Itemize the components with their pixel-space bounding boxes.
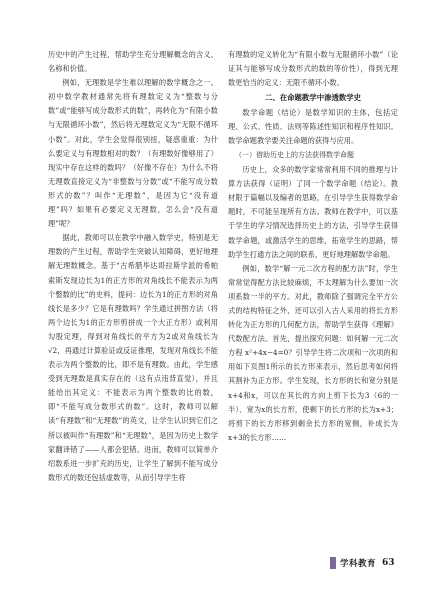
section-heading: 二、在命题教学中渗透数学史	[264, 93, 362, 103]
page-number: 63	[382, 558, 395, 568]
paragraph-section-intro: 数学命题（结论）是数学知识的主体，包括定理、公式、性质、法则等陈述性知识和程序性知识。数学命题教学要关注命题的获得与应用。	[228, 107, 398, 145]
page-footer	[330, 556, 395, 570]
paragraph-historical-methods: 历史上，众多的数学家常常利用不同的推理与计算方法获得（证明）了同一个数学命题（结论）。教材限于篇幅以及编者的思路，在引导学生获得数学命题时，不可能呈现所有方法。教师在教学中，可以基于学生的学习情况选择历史上的方法，引导学生获得数学命题，或激活学生的思维，拓宽学生的思路，帮助学生打通方法之间的联系，更好地理解数学命题。	[228, 165, 398, 259]
paragraph-history-teaching: 据此，教师可以在教学中融入数学史，特别是无理数的产生过程，帮助学生突破认知障碍，更好地理解无理数概念。基于“古希腊毕达哥拉斯学派的希帕索斯发现边长为1的正方形的对角线长不能表示为两个整数的比”的史料，提问：边长为1的正方形的对角线长是多少？它是有理数吗？学生通过拼图方法（将两个边长为1的正方形剪拼成一个大正方形）或利用勾股定理，得到对角线长的平方为2或对角线长为√2，再通过计算验证或反证推理，发现对角线长不能表示为两个整数的比，即不是有理数。由此，学生感受到无理数是真实存在的（这有点违背直觉），并且能给出其定义：不能表示为两个整数的比的数，即“不能写成分数形式的数”。这时，教师可以解读“有理数”和“无理数”的英文，让学生认识到它们之所以被叫作“有理数”和“无理数”，是因为历史上数学家翻译错了——人都会犯错。进而，教师可以简单介绍数系进一步扩充的历史，让学生了解到不能写成分数形式的数还包括虚数等，从而引导学生将	[48, 233, 218, 482]
paragraph-continuation: 历史中的产生过程，帮助学生充分理解概念的含义、名称和价值。	[48, 50, 218, 74]
subsection-heading: （一）借助历史上的方法获得数学命题	[235, 151, 354, 160]
footer-accent-bar	[330, 557, 336, 569]
paragraph-completing-square-example: 例如，数学“解一元二次方程的配方法”时，学生常常觉得配方法比较麻烦，不太理解为什么要加一次项系数一半的平方。对此，教师除了强调完全平方公式的结构特征之外，还可以引入古人采用的将长方形转化为正方形的几何配方法，帮助学生获得《理解》代数配方法。首先，提出探究问题：如何解一元二次方程 x²+4x−4=0？引导学生将二次项和一次项的和用如下页图1所示的长方形来表示，然后思考如何将其割补为正方形。学生发现，长方形的长和宽分别是x+4和x，可以在其长的方向上剪下长为3（6的一半）、宽为x的长方形，使剩下的长方形的长为x+3；将剪下的长方形移到剩余长方形的宽侧，补成长为x+3的长方形……	[228, 263, 398, 442]
paragraph-definition-conclusion: 有理数的定义转化为“有限小数与无限循环小数”（论证其与能够写成分数形式的数的等价性），得到无理数更恰当的定义：无限不循环小数。	[228, 50, 398, 88]
left-column	[48, 48, 218, 546]
journal-name: 学科教育	[340, 559, 377, 569]
paragraph-irrational-example: 例如，无理数是学生难以理解的数学概念之一。初中数学教材通常先将有理数定义为“整数与分数”或“能够写成分数形式的数”，再转化为“有限小数与无限循环小数”，然后将无理数定义为“无限不循环小数”。对此，学生会觉得很别扭，疑惑重重：为什么要定义与有理数相对的数？（有理数好像够用了）现实中存在这样的数吗？（好像不存在）为什么不将无理数直接定义为“非整数与分数”或“不能写成分数形式的数”？叫作“无理数”，是因为它“没有道理”吗？如果有必要定义无理数，怎么会“没有道理”呢？	[48, 78, 218, 229]
right-column	[228, 48, 398, 518]
